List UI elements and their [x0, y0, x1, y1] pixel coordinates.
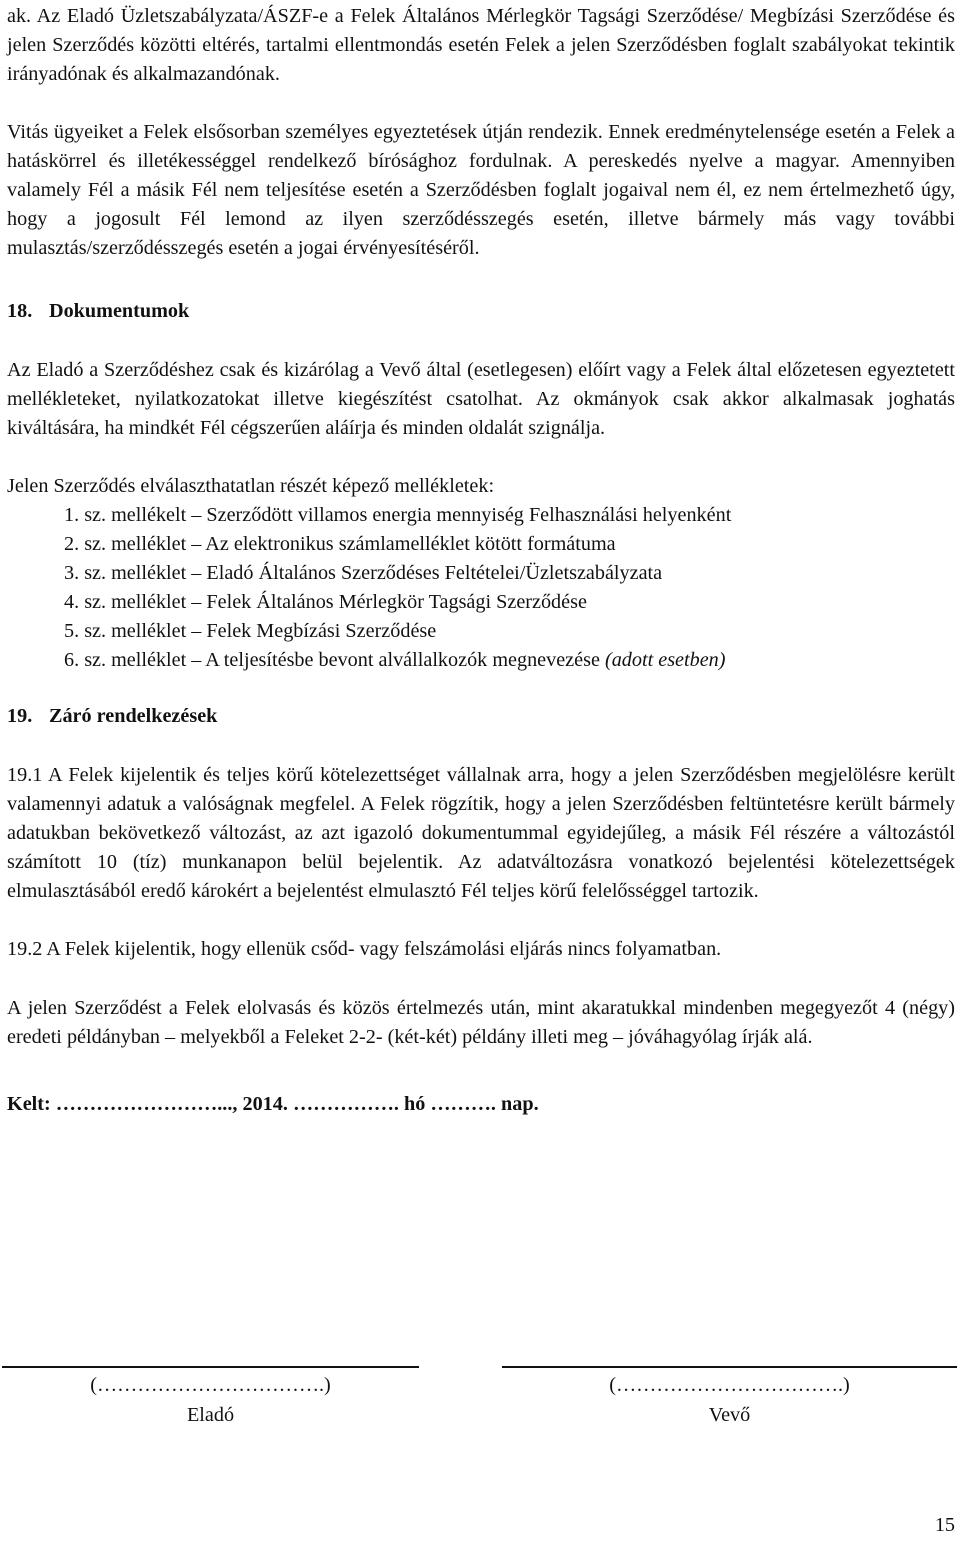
- signature-placeholder-seller: (…………………………….): [90, 1374, 331, 1396]
- annex-intro: Jelen Szerződés elválaszthatatlan részét képező mellékletek:: [7, 475, 495, 497]
- signature-label-seller: Eladó: [186, 1404, 235, 1426]
- paragraph-19-2: 19.2 A Felek kijelentik, hogy ellenük csőd- vagy felszámolási eljárás nincs folyamatban.: [7, 938, 722, 960]
- annex-item: 4. sz. melléklet – Felek Általános Mérlegkör Tagsági Szerződése: [64, 591, 587, 613]
- signature-block-seller: [2, 1366, 419, 1430]
- intro-paragraph-2: Vitás ügyeiket a Felek elsősorban személyes egyeztetések útján rendezik. Ennek eredménytelensége esetén a Felek a hatáskörrel és illetékességgel rendelkező bírósághoz fordulnak. A pereskedés nyelve a magyar. Amennyiben valamely Fél a másik Fél nem teljesítése esetén a Szerződésben foglalt jogaival nem él, ez nem értelmezhető úgy, hogy a jogosult Fél lemond az ilyen szerződésszegés esetén, illetve bármely más vagy további mulasztás/szerződésszegés esetén a jogai érvényesítéséről.: [7, 121, 955, 259]
- annex-item: 1. sz. mellékelt – Szerződött villamos energia mennyiség Felhasználási helyenként: [64, 504, 732, 526]
- paragraph-19-1: 19.1 A Felek kijelentik és teljes körű kötelezettséget vállalnak arra, hogy a jelen Szerződésben megjelölésre került valamennyi adatuk a valóságnak megfelel. A Felek rögzítik, hogy a jelen Szerződésben feltüntetésre került bármely adatukban bekövetkező változást, az azt igazoló dokumentummal egyidejűleg, a másik Fél részére a változástól számított 10 (tíz) munkanapon belül bejelentik. Az adatváltozásra vonatkozó bejelentési kötelezettségek elmulasztásából eredő károkért a bejelentést elmulasztó Fél teljes körű felelősséggel tartozik.: [7, 764, 955, 902]
- section-19-title: Záró rendelkezések: [49, 705, 218, 727]
- document-page: [7, 2, 955, 1119]
- section-19-heading: [7, 702, 955, 731]
- signature-label-buyer: Vevő: [708, 1404, 751, 1426]
- annex-item: [7, 646, 955, 675]
- annex-item: 3. sz. melléklet – Eladó Általános Szerződéses Feltételei/Üzletszabályzata: [64, 562, 663, 584]
- annex-list: [7, 501, 955, 675]
- annex-item: 2. sz. melléklet – Az elektronikus számlamelléklet kötött formátuma: [64, 533, 616, 555]
- signature-block-buyer: [502, 1366, 957, 1430]
- section-18-title: Dokumentumok: [49, 300, 190, 322]
- signature-line-seller: [2, 1366, 419, 1368]
- annex-6-text: 6. sz. melléklet – A teljesítésbe bevont alvállalkozók megnevezése: [64, 649, 600, 671]
- section-18-paragraph: Az Eladó a Szerződéshez csak és kizárólag a Vevő által (esetlegesen) előírt vagy a Felek által előzetesen egyeztetett mellékleteket, nyilatkozatokat illetve kiegészítést csatolhat. Az okmányok csak akkor alkalmasak joghatás kiváltására, ha mindkét Fél cégszerűen aláírja és minden oldalát szignálja.: [7, 359, 955, 439]
- signature-placeholder-buyer: (…………………………….): [609, 1374, 850, 1396]
- section-18-heading: [7, 297, 955, 326]
- signature-line-buyer: [502, 1366, 957, 1368]
- closing-paragraph: A jelen Szerződést a Felek elolvasás és közös értelmezés után, mint akaratukkal mindenben megegyezőt 4 (négy) eredeti példányban – melyekből a Feleket 2-2- (két-két) példány illeti meg – jóváhagyólag írják alá.: [7, 997, 955, 1048]
- page-number: 15: [934, 1514, 955, 1536]
- annex-6-note: (adott esetben): [604, 649, 726, 671]
- annex-item: 5. sz. melléklet – Felek Megbízási Szerződése: [64, 620, 437, 642]
- signature-row: [0, 1366, 960, 1436]
- section-18-number: 18.: [7, 300, 33, 322]
- date-line: Kelt: ……………………..., 2014. ……………. hó ………. nap.: [7, 1093, 539, 1115]
- section-19-number: 19.: [7, 705, 33, 727]
- intro-paragraph-1: ak. Az Eladó Üzletszabályzata/ÁSZF-e a Felek Általános Mérlegkör Tagsági Szerződése/ Megbízási Szerződése és jelen Szerződés közötti eltérés, tartalmi ellentmondás esetén Felek a jelen Szerződésben foglalt szabályokat tekintik irányadónak és alkalmazandónak.: [7, 5, 955, 85]
